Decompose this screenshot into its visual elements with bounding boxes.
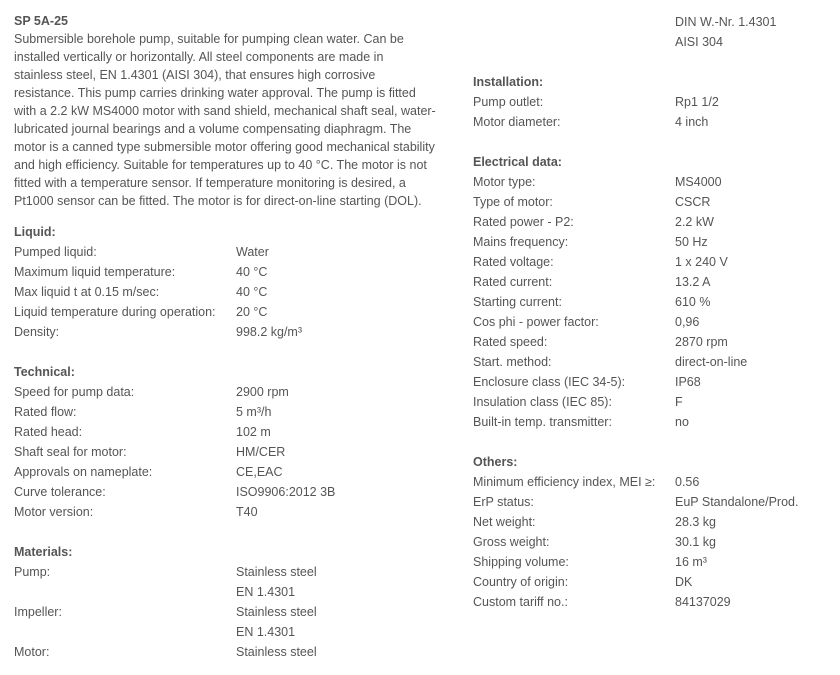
spec-value: 40 °C (236, 265, 268, 279)
spec-value: 0,96 (675, 315, 700, 329)
spec-value: EN 1.4301 (236, 625, 296, 639)
spec-value: 2870 rpm (675, 335, 728, 349)
spec-label: Pump outlet: (473, 95, 544, 109)
spec-label: Rated speed: (473, 335, 548, 349)
spec-label (473, 32, 675, 52)
spec-row (473, 492, 833, 512)
right-column (473, 12, 833, 612)
description-line: and high efficiency. Suitable for temperatures up to 40 °C. The motor is not (14, 158, 427, 172)
description-line: stainless steel, EN 1.4301 (AISI 304), that ensures high corrosive (14, 68, 376, 82)
spec-value: 610 % (675, 295, 711, 309)
spec-row (473, 472, 833, 492)
spec-label: Insulation class (IEC 85): (473, 395, 612, 409)
spec-row (14, 242, 454, 262)
spec-label: Motor: (14, 645, 50, 659)
spec-row (473, 252, 833, 272)
spec-value: 50 Hz (675, 235, 708, 249)
spec-row (473, 232, 833, 252)
spec-label: Motor version: (14, 505, 94, 519)
spec-label: Start. method: (473, 355, 552, 369)
spec-row (14, 302, 454, 322)
spec-row (14, 582, 454, 602)
spec-value: 40 °C (236, 285, 268, 299)
spec-row (473, 332, 833, 352)
spec-label (14, 622, 236, 642)
spec-row (14, 602, 454, 622)
spec-label: Pumped liquid: (14, 245, 97, 259)
installation-heading: Installation: (473, 75, 544, 89)
spec-row (473, 212, 833, 232)
electrical-heading: Electrical data: (473, 155, 562, 169)
spec-value: 28.3 kg (675, 515, 717, 529)
materials-heading: Materials: (14, 545, 73, 559)
spec-row (473, 412, 833, 432)
spec-label: Max liquid t at 0.15 m/sec: (14, 285, 160, 299)
spec-value: 30.1 kg (675, 535, 717, 549)
spec-row (14, 462, 454, 482)
spec-value: HM/CER (236, 445, 286, 459)
spec-value: 16 m³ (675, 555, 707, 569)
spec-row (473, 32, 833, 52)
spec-value: DK (675, 575, 693, 589)
spec-row (14, 502, 454, 522)
spec-value: F (675, 395, 683, 409)
spec-label: Minimum efficiency index, MEI ≥: (473, 475, 656, 489)
spec-row (14, 562, 454, 582)
spec-label: Built-in temp. transmitter: (473, 415, 612, 429)
spec-row (473, 552, 833, 572)
spec-value: 2.2 kW (675, 215, 714, 229)
spec-row (14, 282, 454, 302)
spec-label: Density: (14, 325, 60, 339)
spec-value: 1 x 240 V (675, 255, 728, 269)
spec-value: Rp1 1/2 (675, 95, 719, 109)
spec-label: Pump: (14, 565, 51, 579)
spec-value: DIN W.-Nr. 1.4301 (675, 15, 777, 29)
spec-label: Net weight: (473, 515, 536, 529)
description-line: resistance. This pump carries drinking water approval. The pump is fitted (14, 86, 416, 100)
spec-value: Stainless steel (236, 605, 317, 619)
spec-row (473, 12, 833, 32)
spec-row (14, 262, 454, 282)
spec-row (14, 402, 454, 422)
spec-label: Rated flow: (14, 405, 77, 419)
spec-label: Rated power - P2: (473, 215, 574, 229)
spec-value: Stainless steel (236, 645, 317, 659)
spec-row (14, 382, 454, 402)
spec-label: Custom tariff no.: (473, 595, 568, 609)
spec-value: no (675, 415, 689, 429)
spec-label: Starting current: (473, 295, 562, 309)
spec-row (473, 292, 833, 312)
description-line: installed vertically or horizontally. All steel components are made in (14, 50, 384, 64)
description-line: Pt1000 sensor can be fitted. The motor is for direct-on-line starting (DOL). (14, 194, 422, 208)
spec-value: T40 (236, 505, 258, 519)
spec-label: Rated current: (473, 275, 553, 289)
spec-row (473, 592, 833, 612)
technical-heading: Technical: (14, 365, 75, 379)
spec-label: Motor diameter: (473, 115, 561, 129)
spec-value: 5 m³/h (236, 405, 272, 419)
spec-value: Water (236, 245, 269, 259)
spec-row (473, 532, 833, 552)
spec-row (473, 312, 833, 332)
spec-row (473, 392, 833, 412)
spec-value: direct-on-line (675, 355, 748, 369)
spec-label: Curve tolerance: (14, 485, 106, 499)
spec-value: MS4000 (675, 175, 722, 189)
spec-label: ErP status: (473, 495, 534, 509)
spec-label: Speed for pump data: (14, 385, 135, 399)
spec-row (473, 92, 833, 112)
spec-label: Motor type: (473, 175, 536, 189)
spec-label: Shipping volume: (473, 555, 569, 569)
spec-value: 13.2 A (675, 275, 711, 289)
spec-label: Impeller: (14, 605, 62, 619)
spec-label: Liquid temperature during operation: (14, 305, 216, 319)
description-line: motor is a canned type submersible motor offering good mechanical stability (14, 140, 435, 154)
spec-value: CE,EAC (236, 465, 283, 479)
spec-value: ISO9906:2012 3B (236, 485, 336, 499)
spec-value: 4 inch (675, 115, 709, 129)
spec-value: Stainless steel (236, 565, 317, 579)
spec-value: 0.56 (675, 475, 700, 489)
description-line: with a 2.2 kW MS4000 motor with sand shield, mechanical shaft seal, water- (14, 104, 436, 118)
spec-value: 998.2 kg/m³ (236, 325, 303, 339)
spec-row (473, 572, 833, 592)
spec-label: Gross weight: (473, 535, 550, 549)
spec-value: CSCR (675, 195, 711, 209)
spec-label: Type of motor: (473, 195, 553, 209)
spec-label: Approvals on nameplate: (14, 465, 153, 479)
spec-value: EuP Standalone/Prod. (675, 495, 799, 509)
spec-row (473, 372, 833, 392)
spec-row (14, 642, 454, 662)
spec-value: IP68 (675, 375, 701, 389)
spec-row (14, 622, 454, 642)
spec-label: Rated voltage: (473, 255, 554, 269)
description-line: fitted with a temperature sensor. If temperature monitoring is desired, a (14, 176, 406, 190)
description-line: lubricated journal bearings and a volume compensating diaphragm. The (14, 122, 412, 136)
spec-row (473, 192, 833, 212)
spec-label: Enclosure class (IEC 34-5): (473, 375, 626, 389)
spec-row (473, 352, 833, 372)
spec-value: 84137029 (675, 595, 731, 609)
product-title: SP 5A-25 (14, 14, 68, 28)
spec-label: Country of origin: (473, 575, 569, 589)
spec-row (14, 482, 454, 502)
spec-value: 2900 rpm (236, 385, 289, 399)
spec-label: Maximum liquid temperature: (14, 265, 176, 279)
spec-row (14, 422, 454, 442)
spec-label: Cos phi - power factor: (473, 315, 599, 329)
spec-label: Rated head: (14, 425, 83, 439)
spec-value: 102 m (236, 425, 271, 439)
spec-row (473, 512, 833, 532)
spec-row (473, 272, 833, 292)
product-description (14, 30, 454, 210)
spec-label (14, 582, 236, 602)
spec-label: Shaft seal for motor: (14, 445, 127, 459)
spec-row (473, 112, 833, 132)
left-column (14, 12, 454, 662)
liquid-heading: Liquid: (14, 225, 56, 239)
spec-label: Mains frequency: (473, 235, 569, 249)
spec-value: 20 °C (236, 305, 268, 319)
spec-row (14, 322, 454, 342)
spec-row (14, 442, 454, 462)
spec-row (473, 172, 833, 192)
description-line: Submersible borehole pump, suitable for pumping clean water. Can be (14, 32, 404, 46)
spec-value: AISI 304 (675, 35, 723, 49)
spec-value: EN 1.4301 (236, 585, 296, 599)
spec-label (473, 12, 675, 32)
others-heading: Others: (473, 455, 518, 469)
